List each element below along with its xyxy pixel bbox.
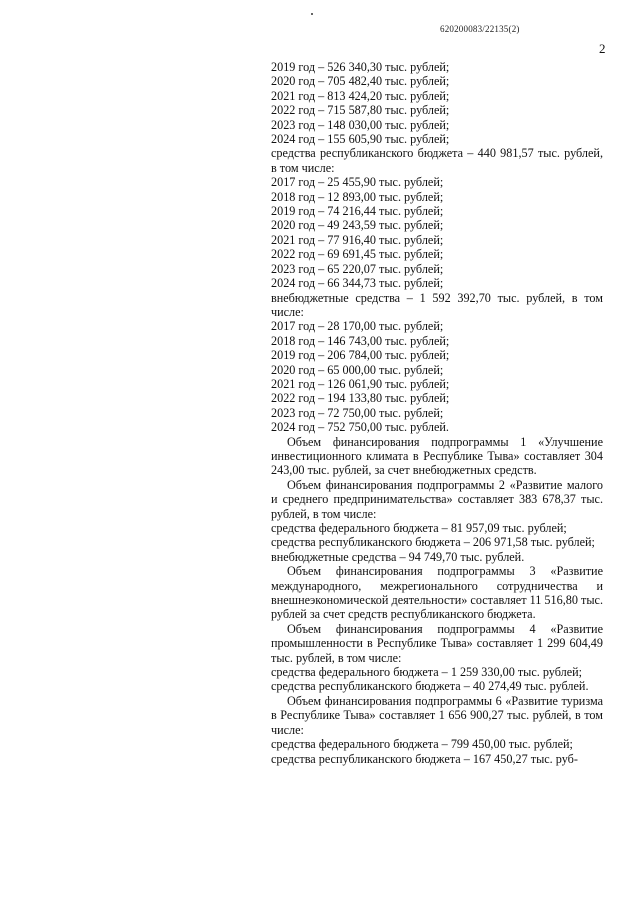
subprogram-2-paragraph: Объем финансирования подпрограммы 2 «Развитие малого и среднего предпринимательства» составляет 383 678,37 тыс. рублей, в том числе:	[271, 477, 603, 521]
year-line: 2022 год – 715 587,80 тыс. рублей;	[271, 103, 450, 118]
year-line: 2020 год – 705 482,40 тыс. рублей;	[271, 74, 450, 89]
subprogram-2-republic: средства республиканского бюджета – 206 971,58 тыс. рублей;	[271, 535, 595, 550]
year-line: 2020 год – 49 243,59 тыс. рублей;	[271, 218, 444, 233]
year-line: 2021 год – 77 916,40 тыс. рублей;	[271, 232, 444, 247]
year-line: 2017 год – 28 170,00 тыс. рублей;	[271, 319, 444, 334]
year-line: 2023 год – 148 030,00 тыс. рублей;	[271, 117, 450, 132]
year-line: 2019 год – 206 784,00 тыс. рублей;	[271, 348, 450, 363]
year-line: 2024 год – 752 750,00 тыс. рублей.	[271, 420, 449, 435]
year-line: 2019 год – 526 340,30 тыс. рублей;	[271, 60, 450, 74]
year-line: 2019 год – 74 216,44 тыс. рублей;	[271, 204, 444, 219]
subprogram-4-republic: средства республиканского бюджета – 40 274,49 тыс. рублей.	[271, 679, 589, 694]
year-line: 2017 год – 25 455,90 тыс. рублей;	[271, 175, 444, 190]
subprogram-2-federal: средства федерального бюджета – 81 957,09 тыс. рублей;	[271, 521, 567, 535]
subprogram-1-paragraph: Объем финансирования подпрограммы 1 «Улучшение инвестиционного климата в Республике Тыва» составляет 304 243,00 тыс. рублей, за счет внебюджетных средств.	[271, 434, 603, 478]
subprogram-6-republic: средства республиканского бюджета – 167 450,27 тыс. руб-	[271, 751, 578, 766]
year-line: 2018 год – 146 743,00 тыс. рублей;	[271, 333, 450, 348]
year-line: 2024 год – 155 605,90 тыс. рублей;	[271, 132, 450, 147]
republic-budget-paragraph: средства республиканского бюджета – 440 981,57 тыс. рублей, в том числе:	[271, 146, 603, 175]
subprogram-6-federal: средства федерального бюджета – 799 450,00 тыс. рублей;	[271, 737, 573, 752]
document-code: 620200083/22135(2)	[440, 24, 520, 34]
subprogram-3-paragraph: Объем финансирования подпрограммы 3 «Развитие международного, межрегионального сотрудничества и внешнеэкономической деятельности» составляет 11 516,80 тыс. рублей за счет средств республиканского бюджета.	[271, 564, 603, 622]
year-line: 2018 год – 12 893,00 тыс. рублей;	[271, 189, 444, 204]
year-line: 2021 год – 126 061,90 тыс. рублей;	[271, 376, 450, 391]
subprogram-4-federal: средства федерального бюджета – 1 259 330,00 тыс. рублей;	[271, 665, 583, 680]
year-line: 2024 год – 66 344,73 тыс. рублей;	[271, 276, 444, 291]
year-line: 2022 год – 194 133,80 тыс. рублей;	[271, 391, 450, 406]
year-line: 2023 год – 65 220,07 тыс. рублей;	[271, 261, 444, 276]
year-line: 2023 год – 72 750,00 тыс. рублей;	[271, 405, 444, 420]
document-body	[271, 60, 603, 766]
offbudget-paragraph: внебюджетные средства – 1 592 392,70 тыс. рублей, в том числе:	[271, 290, 603, 319]
page-number: 2	[599, 41, 606, 56]
year-line: 2020 год – 65 000,00 тыс. рублей;	[271, 362, 444, 377]
subprogram-4-paragraph: Объем финансирования подпрограммы 4 «Развитие промышленности в Республике Тыва» составляет 1 299 604,49 тыс. рублей, в том числе:	[271, 621, 603, 665]
year-line: 2022 год – 69 691,45 тыс. рублей;	[271, 247, 444, 262]
subprogram-2-offbudget: внебюджетные средства – 94 749,70 тыс. рублей.	[271, 549, 525, 564]
year-line: 2021 год – 813 424,20 тыс. рублей;	[271, 88, 450, 103]
subprogram-6-paragraph: Объем финансирования подпрограммы 6 «Развитие туризма в Республике Тыва» составляет 1 656 900,27 тыс. рублей, в том числе:	[271, 693, 603, 737]
scan-dot-mark	[311, 13, 313, 15]
